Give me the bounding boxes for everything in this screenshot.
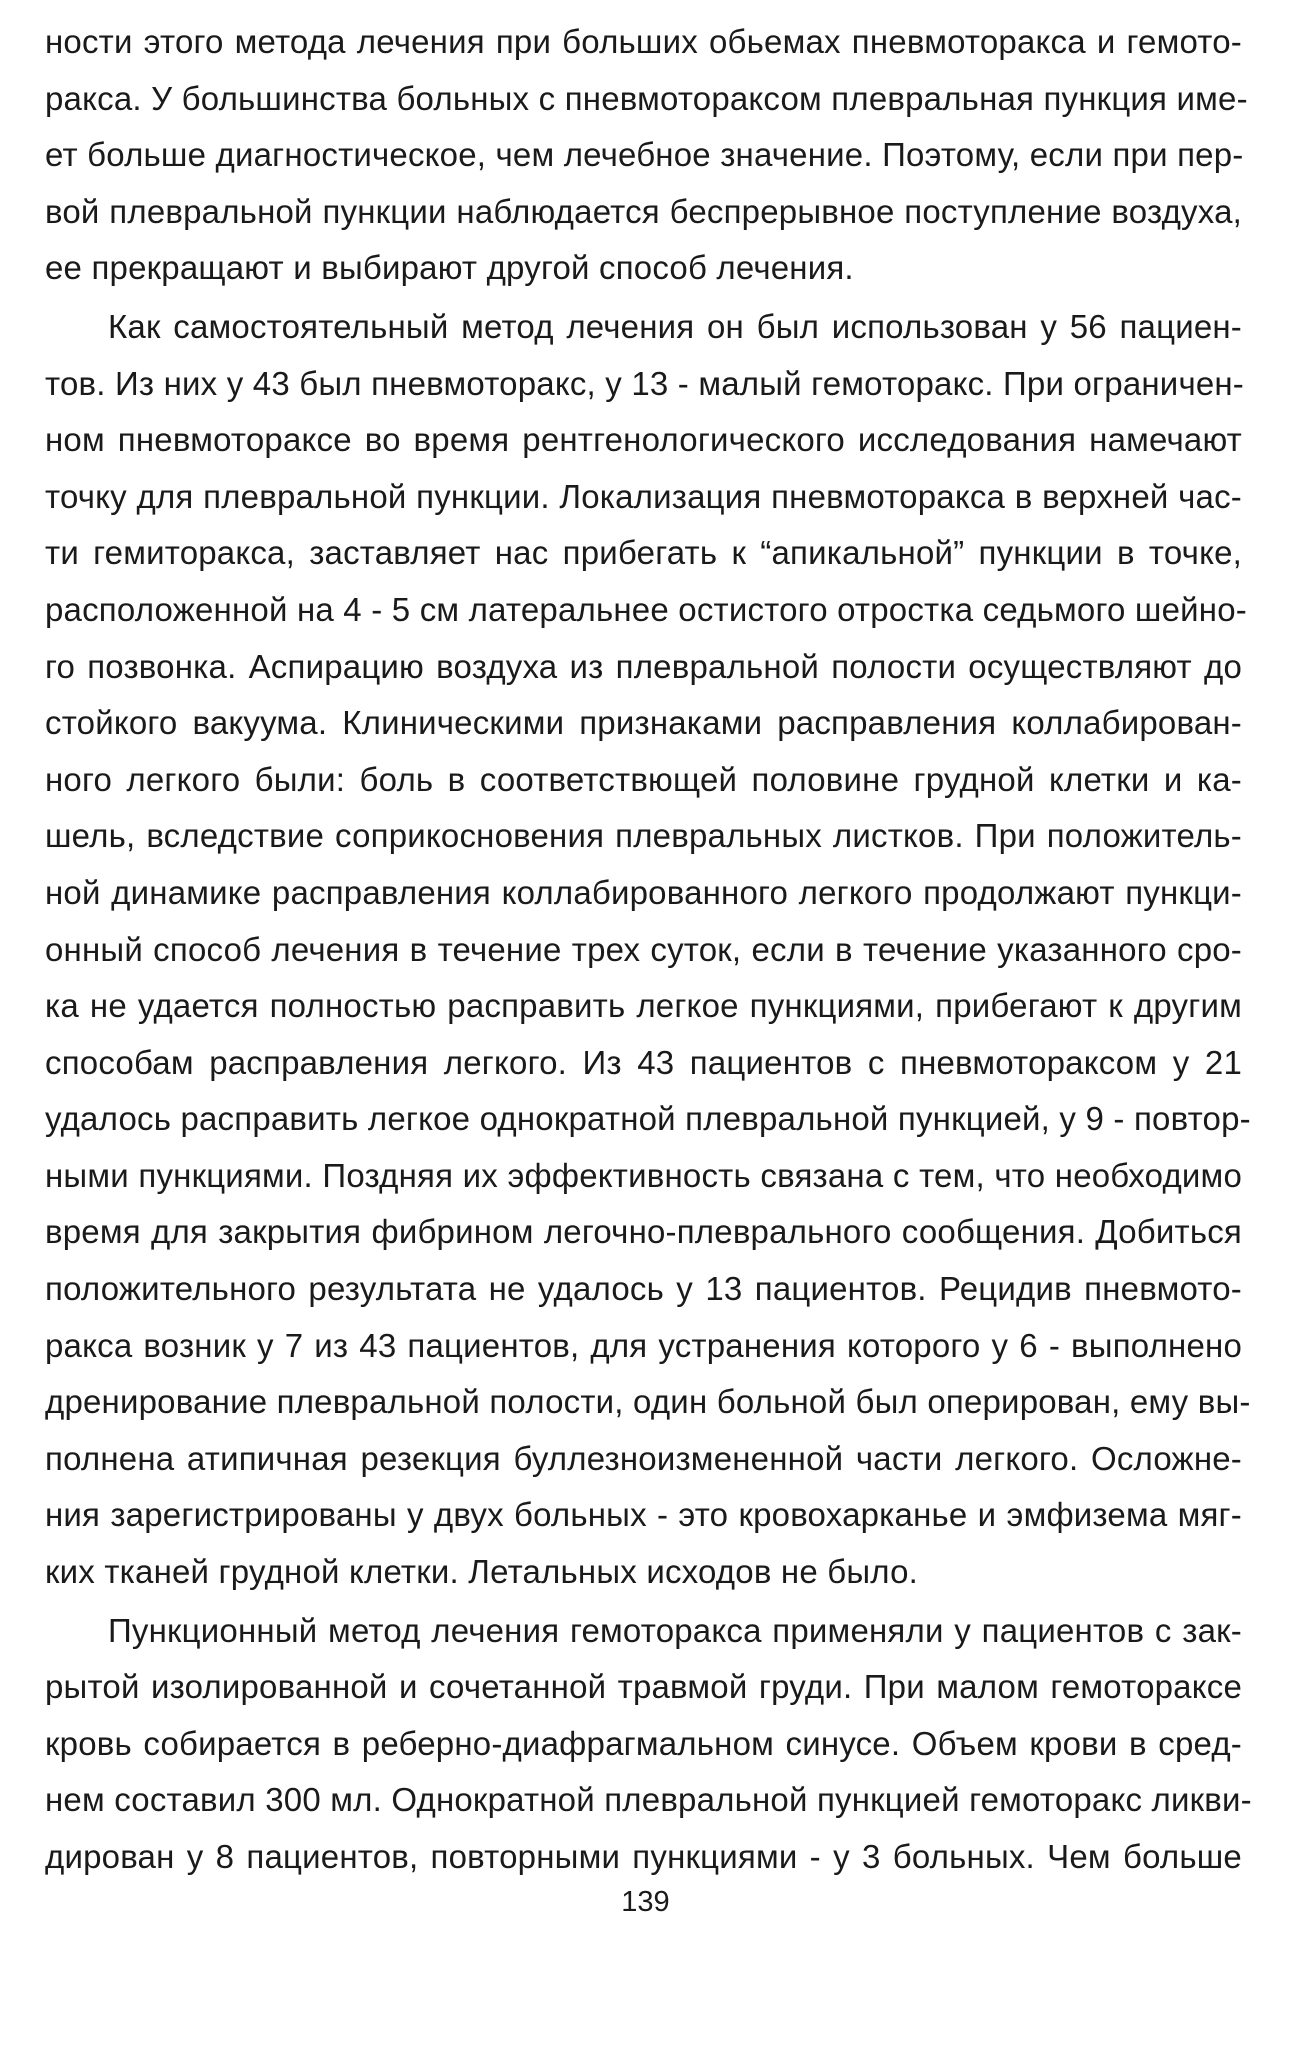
text-line: ния зарегистрированы у двух больных - это кровохарканье и эмфизема мяг- — [45, 1496, 1242, 1534]
text-line: дирован у 8 пациентов, повторными пункциями - у 3 больных. Чем больше — [45, 1838, 1242, 1875]
text-line: ном пневмотораксе во время рентгенологического исследования намечают — [45, 421, 1242, 459]
text-line: время для закрытия фибрином легочно-плеврального сообщения. Добиться — [45, 1213, 1242, 1251]
text-line: точку для плевральной пункции. Локализация пневмоторакса в верхней час- — [45, 477, 1242, 515]
text-line: ного легкого были: боль в соответствющей половине грудной клетки и ка- — [45, 760, 1242, 798]
text-line: Пункционный метод лечения гемоторакса применяли у пациентов с зак- — [108, 1611, 1242, 1649]
text-line: рытой изолированной и сочетанной травмой груди. При малом гемотораксе — [45, 1668, 1242, 1706]
text-line: ет больше диагностическое, чем лечебное значение. Поэтому, если при пер- — [45, 136, 1244, 174]
text-line: ти гемиторакса, заставляет нас прибегать к “апикальной” пункции в точке, — [45, 534, 1242, 572]
text-line: го позвонка. Аспирацию воздуха из плевральной полости осуществляют до — [45, 647, 1242, 685]
text-line: удалось расправить легкое однократной плевральной пункцией, у 9 - повтор- — [45, 1100, 1251, 1138]
paragraph-1 — [45, 14, 1248, 297]
paragraph-3 — [45, 1603, 1252, 1886]
text-line: тов. Из них у 43 был пневмоторакс, у 13 - малый гемоторакс. При ограничен- — [45, 364, 1244, 402]
text-line: Как самостоятельный метод лечения он был использован у 56 пациен- — [108, 307, 1242, 345]
text-line: кровь собирается в реберно-диафрагмальном синусе. Объем крови в сред- — [45, 1724, 1242, 1762]
text-line: ких тканей грудной клетки. Летальных исходов не было. — [45, 1553, 919, 1591]
text-line: дренирование плевральной полости, один больной был оперирован, ему вы- — [45, 1383, 1251, 1421]
text-line: нем составил 300 мл. Однократной плевральной пункцией гемоторакс ликви- — [45, 1781, 1252, 1819]
text-line: вой плевральной пункции наблюдается беспрерывное поступление воздуха, — [45, 192, 1242, 230]
text-line: ной динамике расправления коллабированного легкого продолжают пункци- — [45, 873, 1242, 911]
text-line: положительного результата не удалось у 13 пациентов. Рецидив пневмото- — [45, 1270, 1242, 1308]
text-line: онный способ лечения в течение трех суток, если в течение указанного сро- — [45, 930, 1242, 968]
text-line: стойкого вакуума. Клиническими признаками расправления коллабирован- — [45, 704, 1242, 742]
text-line: ности этого метода лечения при больших обьемах пневмоторакса и гемото- — [45, 23, 1242, 60]
text-line: ее прекращают и выбирают другой способ лечения. — [45, 249, 854, 287]
document-body — [45, 14, 1252, 1886]
text-line: шель, вследствие соприкосновения плевральных листков. При положитель- — [45, 817, 1242, 855]
text-line: ракса возник у 7 из 43 пациентов, для устранения которого у 6 - выполнено — [45, 1326, 1242, 1364]
text-line: ными пункциями. Поздняя их эффективность связана с тем, что необходимо — [45, 1156, 1242, 1194]
page-number: 139 — [621, 1886, 670, 1918]
text-line: ракса. У большинства больных с пневмотораксом плевральная пункция име- — [45, 79, 1248, 117]
paragraph-2 — [45, 299, 1251, 1601]
text-line: полнена атипичная резекция буллезноизмененной части легкого. Осложне- — [45, 1439, 1242, 1477]
text-line: ка не удается полностью расправить легкое пункциями, прибегают к другим — [45, 987, 1242, 1025]
text-line: способам расправления легкого. Из 43 пациентов с пневмотораксом у 21 — [45, 1043, 1242, 1081]
text-line: расположенной на 4 - 5 см латеральнее остистого отростка седьмого шейно- — [45, 590, 1247, 628]
